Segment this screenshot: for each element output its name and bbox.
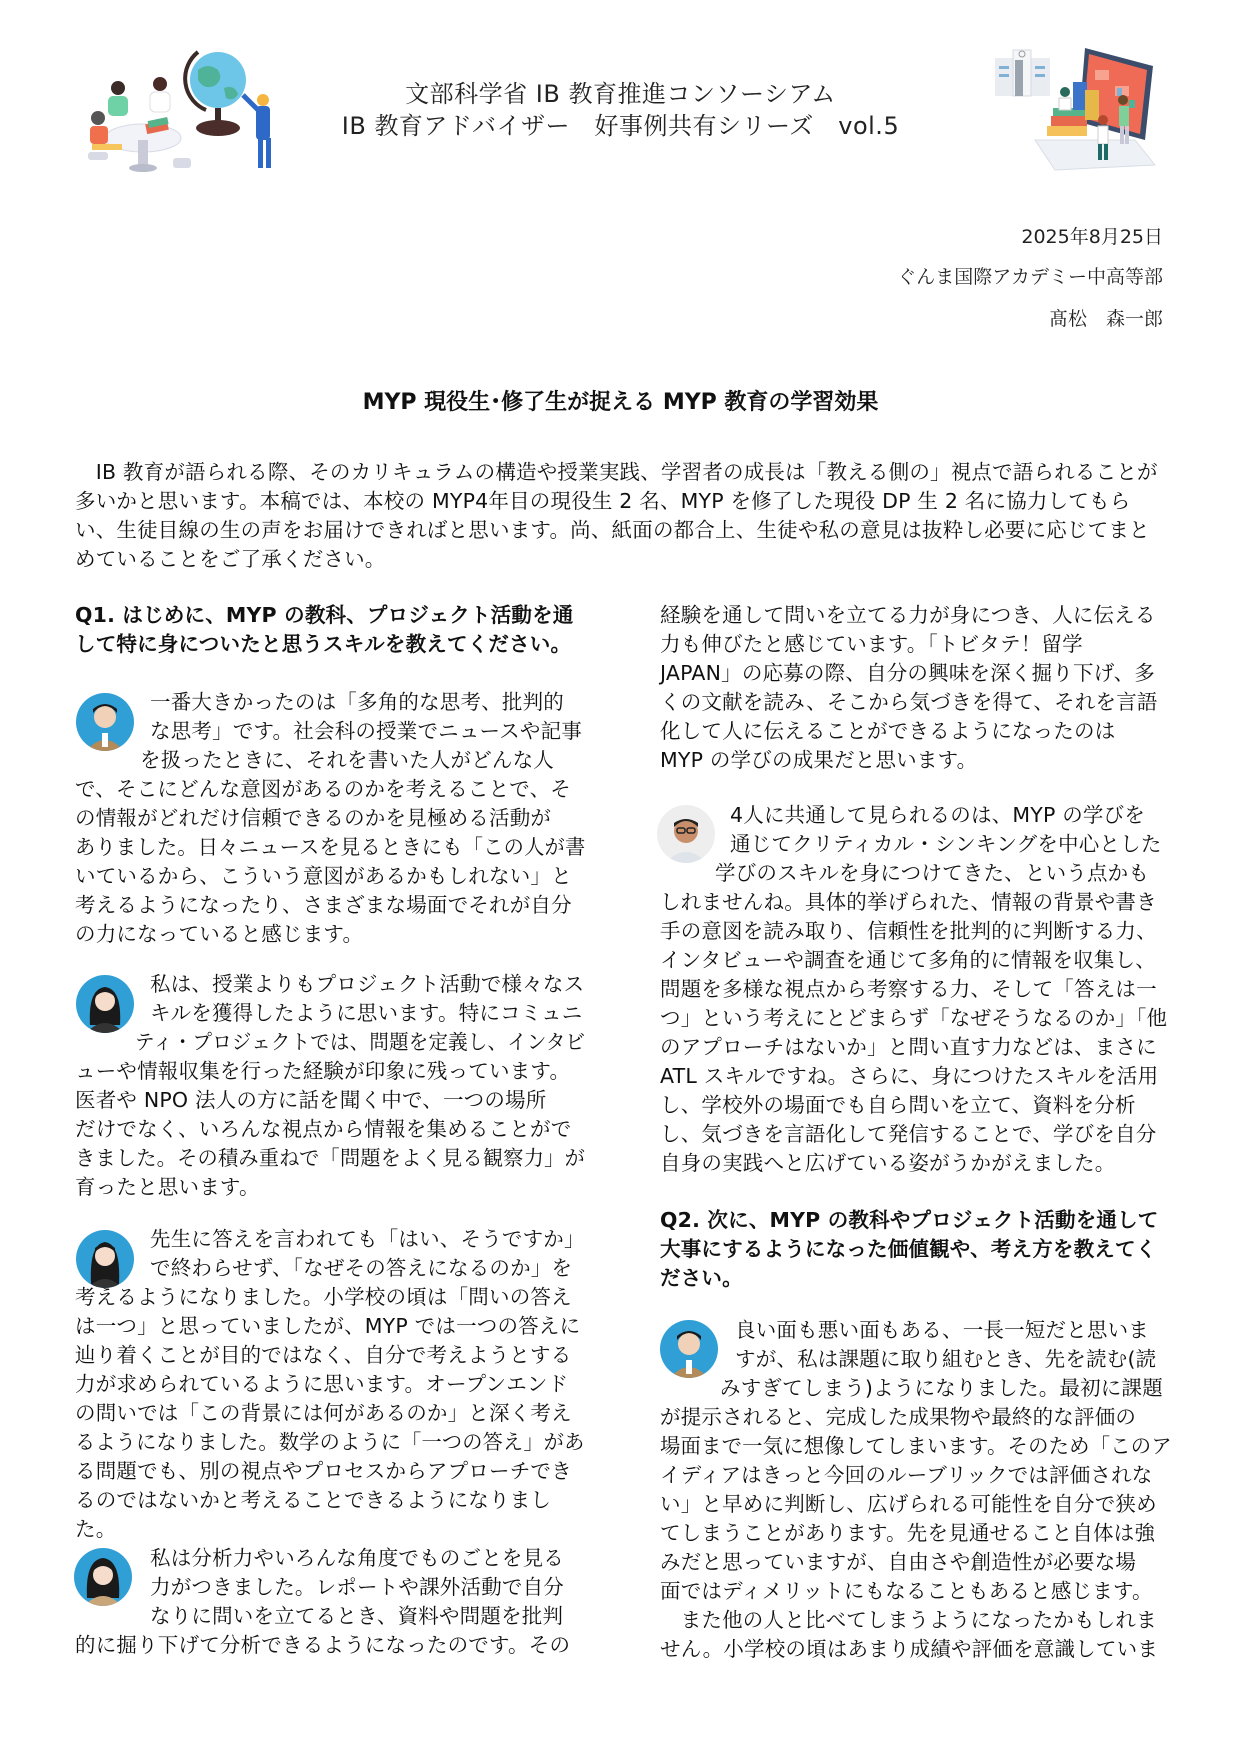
avatar-student-girl-2 (76, 1230, 134, 1288)
intro-line: 多いかと思います。本稿では、本校の MYP4年目の現役生 2 名、MYP を修了した現役 DP 生 2 名に協力してもら (75, 489, 1131, 513)
answer-line: くの文献を読み、そこから気づきを得て、それを言語 (660, 690, 1158, 714)
answer-line: 力がつきました。レポートや課外活動で自分 (150, 1575, 564, 1599)
intro-line: IB 教育が語られる際、そのカリキュラムの構造や授業実践、学習者の成長は「教える側の」視点で語られることが (75, 460, 1158, 484)
answer-line: 的に掘り下げて分析できるようになったのです。その (75, 1633, 571, 1657)
answer-line: 良い面も悪い面もある、一長一短だと思いま (735, 1318, 1149, 1342)
answer-line: MYP の学びの成果だと思います。 (660, 748, 978, 772)
question-line: して特に身についたと思うスキルを教えてください。 (75, 632, 572, 656)
answer-line: 自身の実践へと広げている姿がうかがえました。 (660, 1151, 1116, 1175)
answer-line: 私は、授業よりもプロジェクト活動で様々なス (150, 972, 585, 996)
answer-line: 通じてクリティカル・シンキングを中心とした (730, 832, 1162, 856)
author-name: 髙松 森一郎 (1048, 308, 1163, 330)
article-title: MYP 現役生･修了生が捉える MYP 教育の学習効果 (362, 390, 879, 415)
answer-line: 問題を多様な視点から考察する力、そして「答えは一 (660, 977, 1157, 1001)
answer-line: を扱ったときに、それを書いた人がどんな人 (140, 748, 554, 772)
answer-line: 私は分析力やいろんな角度でものごとを見る (150, 1546, 564, 1570)
answer-line: 一番大きかったのは「多角的な思考、批判的 (150, 690, 564, 714)
avatar-teacher (657, 805, 715, 863)
answer-line: のアプローチはないか」と問い直す力などは、まさに (660, 1035, 1157, 1059)
answer-line: し、気づきを言語化して発信することで、学びを自分 (660, 1122, 1157, 1146)
intro-line: い、生徒目線の生の声をお届けできればと思います。尚、紙面の都合上、生徒や私の意見は抜粋し必要に応じてまと (75, 518, 1150, 542)
answer-line: 医者や NPO 法人の方に話を聞く中で、一つの場所 (75, 1088, 547, 1112)
answer-line: 経験を通して問いを立てる力が身につき、人に伝える (660, 603, 1156, 627)
answer-line: だけでなく、いろんな視点から情報を集めることがで (75, 1117, 572, 1141)
answer-line: キルを獲得したように思います。特にコミュニ (150, 1001, 583, 1025)
answer-line: るのではないかと考えることできるようになりまし (75, 1488, 552, 1512)
answer-line: すが、私は課題に取り組むとき、先を読む(読 (735, 1347, 1157, 1371)
answer-line: 辿り着くことが目的ではなく、自分で考えようとする (75, 1343, 572, 1367)
answer-line: 先生に答えを言われても「はい、そうですか」 (150, 1227, 585, 1251)
answer-line: みだと思っていますが、自由さや創造性が必要な場 (660, 1550, 1137, 1574)
answer-line: 化して人に伝えることができるようになったのは (660, 719, 1116, 743)
answer-line: なりに問いを立てるとき、資料や問題を批判 (150, 1604, 564, 1628)
avatar-student-girl-3 (74, 1548, 132, 1606)
answer-line: で終わらせず、「なぜその答えになるのか」を (150, 1256, 573, 1280)
answer-line: る問題でも、別の視点やプロセスからアプローチでき (75, 1459, 572, 1483)
answer-line: インタビューや調査を通じて多角的に情報を収集し、 (660, 948, 1156, 972)
answer-line: るようになりました。数学のように「一つの答え」があ (75, 1430, 585, 1454)
answer-line: みすぎてしまう)ようになりました。最初に課題 (720, 1376, 1163, 1400)
answer-line: 力も伸びたと感じています。「トビタテ！留学 (660, 632, 1083, 656)
answer-line: で、そこにどんな意図があるのかを考えることで、そ (75, 777, 571, 801)
answer-line: い」と早めに判断し、広げられる可能性を自分で狭め (660, 1492, 1157, 1516)
answer-line: は一つ」と思っていましたが、MYP では一つの答えに (75, 1314, 581, 1338)
answer-line: いているから、こういう意図があるかもしれない」と (75, 864, 572, 888)
avatar-student-boy-q2 (660, 1320, 718, 1378)
answer-line: 学びのスキルを身につけてきた、という点かも (715, 861, 1150, 885)
answer-line: つ」という考えにとどまらず「なぜそうなるのか」「他 (660, 1006, 1168, 1030)
answer-line: 考えるようになりました。小学校の頃は「問いの答え (75, 1285, 572, 1309)
date: 2025年8月25日 (1021, 226, 1163, 248)
header-line-2: IB 教育アドバイザー 好事例共有シリーズ vol.5 (341, 112, 900, 140)
answer-line: の力になっていると感じます。 (75, 922, 364, 946)
answer-line: 手の意図を読み取り、信頼性を批判的に判断する力、 (660, 919, 1157, 943)
question-line: Q2. 次に、MYP の教科やプロジェクト活動を通して (660, 1208, 1159, 1232)
avatar-student-girl-1 (76, 975, 134, 1033)
answer-line: てしまうことがあります。先を見通せること自体は強 (660, 1521, 1156, 1545)
answer-line: せん。小学校の頃はあまり成績や評価を意識していま (660, 1637, 1159, 1661)
answer-line: 育ったと思います。 (75, 1175, 260, 1199)
answer-line: 面ではディメリットにもなることもあると感じます。 (660, 1579, 1153, 1603)
answer-line: 場面まで一気に想像してしまいます。そのため「このア (660, 1434, 1172, 1458)
answer-line: 考えるようになったり、さまざまな場面でそれが自分 (75, 893, 572, 917)
answer-line: の問いでは「この背景には何があるのか」と深く考え (75, 1401, 572, 1425)
answer-line: ATL スキルですね。さらに、身につけたスキルを活用 (660, 1064, 1159, 1088)
answer-line: また他の人と比べてしまうようになったかもしれま (660, 1608, 1157, 1632)
question-line: ださい。 (660, 1266, 743, 1290)
answer-line: ューや情報収集を行った経験が印象に残っています。 (75, 1059, 571, 1083)
header-line-1: 文部科学省 IB 教育推進コンソーシアム (405, 80, 836, 108)
answer-line: しれませんね。具体的挙げられた、情報の背景や書き (660, 890, 1157, 914)
answer-line: 4人に共通して見られるのは、MYP の学びを (730, 803, 1146, 827)
answer-line: JAPAN」の応募の際、自分の興味を深く掘り下げ、多 (660, 661, 1155, 685)
answer-line: イディアはきっと今回のルーブリックでは評価されな (660, 1463, 1153, 1487)
answer-line: 力が求められているように思います。オープンエンド (75, 1372, 569, 1396)
answer-line: た。 (75, 1517, 117, 1541)
question-line: 大事にするようになった価値観や、考え方を教えてく (660, 1237, 1157, 1261)
answer-line: が提示されると、完成した成果物や最終的な評価の (660, 1405, 1137, 1429)
question-line: Q1. はじめに、MYP の教科、プロジェクト活動を通 (75, 603, 574, 627)
school-name: ぐんま国際アカデミー中高等部 (897, 266, 1163, 288)
avatar-student-boy (76, 693, 134, 751)
intro-line: めていることをご了承ください。 (75, 547, 386, 571)
answer-line: の情報がどれだけ信頼できるのかを見極める活動が (75, 806, 552, 830)
answer-line: な思考」です。社会科の授業でニュースや記事 (150, 719, 583, 743)
answer-line: きました。その積み重ねで「問題をよく見る観察力」が (75, 1146, 585, 1170)
answer-line: し、学校外の場面でも自ら問いを立て、資料を分析 (660, 1093, 1136, 1117)
answer-line: ティ・プロジェクトでは、問題を定義し、インタビ (135, 1030, 586, 1054)
answer-line: ありました。日々ニュースを見るときにも「この人が書 (75, 835, 586, 859)
